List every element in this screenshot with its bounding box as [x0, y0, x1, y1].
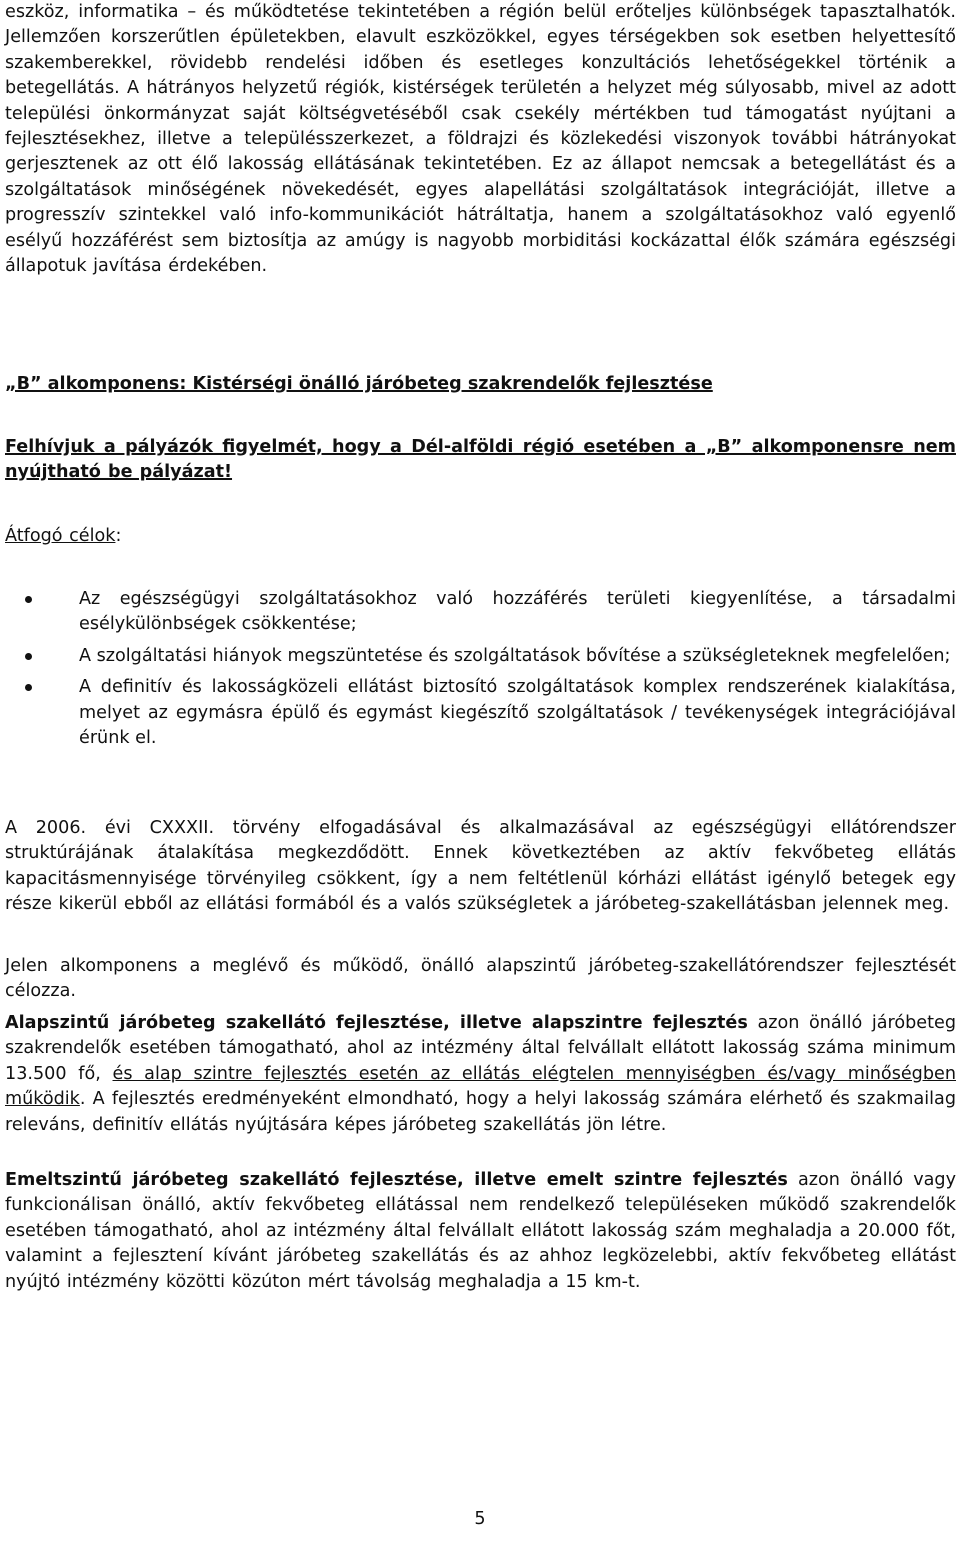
alap-text-2: . A fejlesztés eredményeként elmondható, hogy a helyi lakosság számára elérhető és szakmailag releváns, definitív ellátás nyújtására képes járóbeteg szakellátás jön létre.: [5, 1089, 956, 1135]
goal-text: A szolgáltatási hiányok megszüntetése és szolgáltatások bővítése a szükségleteknek megfelelően;: [79, 645, 951, 666]
section-heading: [5, 372, 956, 397]
goals-label: [5, 524, 121, 549]
emelt-bold-lead: Emeltszintű járóbeteg szakellátó fejlesztése, illetve emelt szintre fejlesztés: [5, 1170, 788, 1190]
list-item: [5, 644, 956, 669]
bullet-icon: [25, 684, 32, 691]
goals-list: [5, 587, 956, 757]
goals-label-colon: :: [115, 526, 122, 546]
goal-text: A definitív és lakosságközeli ellátást biztosító szolgáltatások komplex rendszerének kialakítása, melyet az egymásra épülő és egymást kiegészítő szolgáltatások / tevékenységek integrációjával érünk el.: [79, 677, 956, 749]
bullet-icon: [25, 653, 32, 660]
list-item: [5, 675, 956, 751]
goals-label-text: Átfogó célok: [5, 526, 116, 546]
alap-text-1: azon önálló járóbeteg szakrendelők esetében támogatható, ahol az intézmény által felvállalt ellátott lakosság száma minimum 13.500 fő,: [5, 1013, 956, 1084]
alap-paragraph: [5, 1011, 956, 1138]
alap-bold-lead: Alapszintű járóbeteg szakellátó fejlesztése, illetve alapszintre fejlesztés: [5, 1013, 748, 1033]
page-number: 5: [474, 1509, 486, 1529]
notice-paragraph: Felhívjuk a pályázók figyelmét, hogy a Dél-alföldi régió esetében a „B” alkomponensre nem nyújtható be pályázat!: [5, 437, 956, 482]
list-item: [5, 587, 956, 638]
component-paragraph: Jelen alkomponens a meglévő és működő, önálló alapszintű járóbeteg-szakellátórendszer fejlesztését célozza.: [5, 956, 956, 1002]
intro-paragraph: eszköz, informatika – és működtetése tekintetében a régión belül erőteljes különbségek tapasztalhatók. Jellemzően korszerűtlen épületekben, elavult eszközökkel, egyes térségekben sok esetben helyettesítő szakemberekkel, rövidebb rendelési időben és esetleges konzultációs lehetőségekkel történik a betegellátás. A hátrányos helyzetű régiók, kistérségek területén a helyzet még súlyosabb, mivel az adott települési önkormányzat saját költségvetéséből csak csekély mértékben tud támogatást nyújtani a fejlesztésekhez, illetve a településszerkezet, a földrajzi és közlekedési viszonyok további hátrányokat gerjesztenek az ott élő lakosság ellátásának tekintetében. Ez az állapot nemcsak a betegellátást és a szolgáltatások minőségének növekedését, egyes alapellátási szolgáltatások integrációját, illetve a progresszív szintekkel való info-kommunikációt hátráltatja, hanem a szolgáltatásokhoz való egyenlő esélyű hozzáférést sem biztosítja az amúgy is nagyobb morbiditási kockázattal élők számára egészségi állapotuk javítása érdekében.: [5, 2, 956, 277]
alap-underlined: és alap szintre fejlesztés esetén az ellátás elégtelen mennyiségben és/vagy minőségben működik: [5, 1063, 956, 1110]
goal-text: Az egészségügyi szolgáltatásokhoz való hozzáférés területi kiegyenlítése, a társadalmi esélykülönbségek csökkentése;: [79, 589, 956, 635]
bullet-icon: [25, 596, 32, 603]
emelt-text: azon önálló vagy funkcionálisan önálló, aktív fekvőbeteg ellátással nem rendelkező településeken működő szakrendelők esetében támogatható, ahol az intézmény által felvállalt ellátott lakosság szám meghaladja a 20.000 főt, valamint a fejlesztení kívánt járóbeteg szakellátás és az ahhoz legközelebbi, aktív fekvőbeteg ellátást nyújtó intézmény közötti közúton mért távolság meghaladja a 15 km-t.: [5, 1170, 957, 1292]
law-paragraph: A 2006. évi CXXXII. törvény elfogadásával és alkalmazásával az egészségügyi ellátórendszer struktúrájának átalakítása megkezdődött. Ennek következtében az aktív fekvőbeteg ellátás kapacitásmennyisége törvényileg csökkent, így a nem feltétlenül kórházi ellátást igénylő betegek egy része kikerül ebből az ellátási formából és a valós szükségletek a járóbeteg-szakellátásban jelennek meg.: [5, 818, 956, 915]
section-heading-text: „B” alkomponens: Kistérségi önálló járóbeteg szakrendelők fejlesztése: [5, 374, 713, 394]
emelt-paragraph: [5, 1168, 956, 1295]
